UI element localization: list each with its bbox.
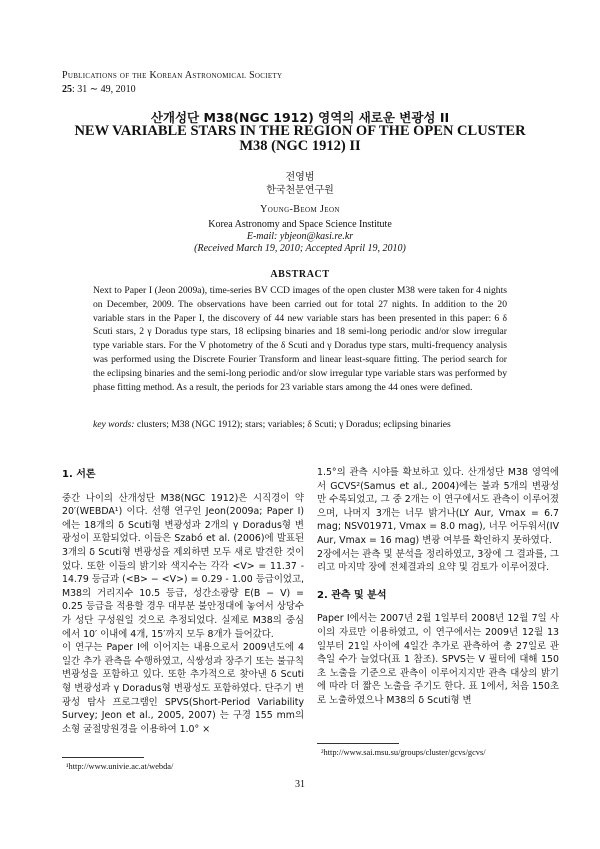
right-column: [317, 466, 559, 708]
volume-pages: : 31 ∼ 49, 2010: [72, 84, 136, 95]
intro-paragraph-4: 2장에서는 관측 및 분석을 정리하였고, 3장에 그 결과를, 그리고 마지막 장에 전체결과의 요약 및 검토가 이루어졌다.: [317, 548, 559, 574]
korean-institute: 한국천문연구원: [266, 185, 334, 196]
abstract-text: Next to Paper I (Jeon 2009a), time-series BV CCD images of the open cluster M38 were taken for 4 nights on December, 2009. The observations have been carried out for total 27 nights. In addition to the 20 variable stars in the Paper I, the discovery of 44 new variable stars has been presented in this paper: 6 δ Scuti stars, 2 γ Doradus type stars, 18 eclipsing binaries and 18 semi-long periodic and/or slow irregular type variable stars. For the V photometry of the δ Scuti and γ Doradus type stars, multi-frequency analysis was performed using the Discrete Fourier Transform and linear least-square fitting. The period search for the eclipsing binaries and the semi-long periodic and/or slow irregular type variable stars was performed by phase fitting method. As a result, the periods for 23 variable stars among the 44 ones were defined.: [93, 285, 507, 393]
journal-name: Publications of the Korean Astronomical Society: [62, 70, 283, 81]
english-title: NEW VARIABLE STARS IN THE REGION OF THE OPEN CLUSTER M38 (NGC 1912) II: [74, 123, 526, 154]
abstract-heading: ABSTRACT: [270, 269, 330, 280]
english-institute: Korea Astronomy and Space Science Institute: [208, 219, 392, 230]
korean-title: 산개성단 M38(NGC 1912) 영역의 새로운 변광성 II: [150, 110, 450, 125]
left-column: [62, 466, 304, 736]
intro-paragraph-2: 이 연구는 Paper I에 이어지는 내용으로서 2009년도에 4일간 추가 관측을 수행하였고, 식쌍성과 장주기 또는 불규칙 변광성을 포함하고 있다. 또한 추가적으로 찾아낸 δ Scuti형 변광성과 γ Doradus형 변광성도 포함하였다. 단주기 변광성 탐사 프로그램인 SPVS(Short-Period Variability Survey; Jeon et al., 2005, 2007) 는 구경 155 mm의 소형 굴절망원경을 이용하여 1.0° ×: [62, 642, 304, 735]
footnote-1: ¹http://www.univie.ac.at/webda/: [66, 762, 174, 771]
section-1-heading: 1. 서론: [62, 469, 96, 480]
volume-info: [62, 84, 136, 95]
korean-author: 전영범: [285, 172, 315, 183]
page-number: 31: [295, 779, 305, 790]
footnote-2: ²http://www.sai.msu.su/groups/cluster/gcvs/gcvs/: [321, 748, 486, 757]
email-label: E-mail:: [246, 231, 278, 242]
email-address: ybjeon@kasi.re.kr: [279, 231, 354, 242]
keywords: [93, 419, 513, 430]
section-2-heading: 2. 관측 및 분석: [317, 589, 387, 601]
keywords-text: clusters; M38 (NGC 1912); stars; variables; δ Scuti; γ Doradus; eclipsing binaries: [134, 419, 451, 430]
footnote-rule-left: [62, 757, 144, 758]
footnote-rule-right: [317, 743, 399, 744]
english-author: Young-Beom Jeon: [260, 204, 340, 215]
keywords-label: key words:: [93, 419, 135, 430]
email-line: [0, 231, 600, 242]
received-dates: (Received March 19, 2010; Accepted April 19, 2010): [194, 243, 406, 254]
observation-paragraph: Paper I에서는 2007년 2월 1일부터 2008년 12월 7일 사이의 자료만 이용하였고, 이 연구에서는 2009년 12월 13일부터 21일 사이에 4일간 추가로 관측하여 총 27일로 관측일 수가 늘었다(표 1 참조). SPVS는 V 필터에 대해 150초 노출을 기준으로 관측이 이루어지지만 관측 대상의 밝기에 따라 더 짧은 노출을 주기도 한다. 표 1에서, 처음 150초로 노출하였으나 M38의 δ Scuti형 변: [317, 613, 559, 706]
intro-paragraph-3: 1.5°의 관측 시야를 확보하고 있다. 산개성단 M38 영역에서 GCVS²(Samus et al., 2004)에는 불과 5개의 변광성만 수록되었고, 그 중 2개는 이 연구에서도 관측이 이루어졌으며, 나머지 3개는 너무 밝거나(LY Aur, Vmax = 6.7 mag; NSV01971, Vmax = 8.0 mag), 너무 어두워서(IV Aur, Vmax = 16 mag) 변광 여부를 확인하지 못하였다.: [317, 467, 559, 546]
volume-number: 25: [62, 84, 72, 95]
intro-paragraph-1: 중간 나이의 산개성단 M38(NGC 1912)은 시직경이 약 20′(WEBDA¹) 이다. 선행 연구인 Jeon(2009a; Paper I) 에는 18개의 δ Scuti형 변광성과 2개의 γ Doradus형 변광성이 포함되었다. 이들은 Szabó et al. (2006)에 발표된 3개의 δ Scuti형 변광성을 제외하면 모두 새로 발견한 것이었다. 또한 이들의 밝기와 색지수는 각각 <V> = 11.37 - 14.79 등급과 (<B> − <V>) = 0.29 - 1.00 등급이었고, M38의 거리지수 10.5 등급, 성간소광량 E(B − V) = 0.25 등급을 적용할 경우 대부분 불안정대에 놓여서 상당수가 성단 구성원일 것으로 추정되었다. 실제로 M38의 중심에서 10′ 이내에 4개, 15′까지 모두 8개가 들어갔다.: [62, 492, 304, 640]
